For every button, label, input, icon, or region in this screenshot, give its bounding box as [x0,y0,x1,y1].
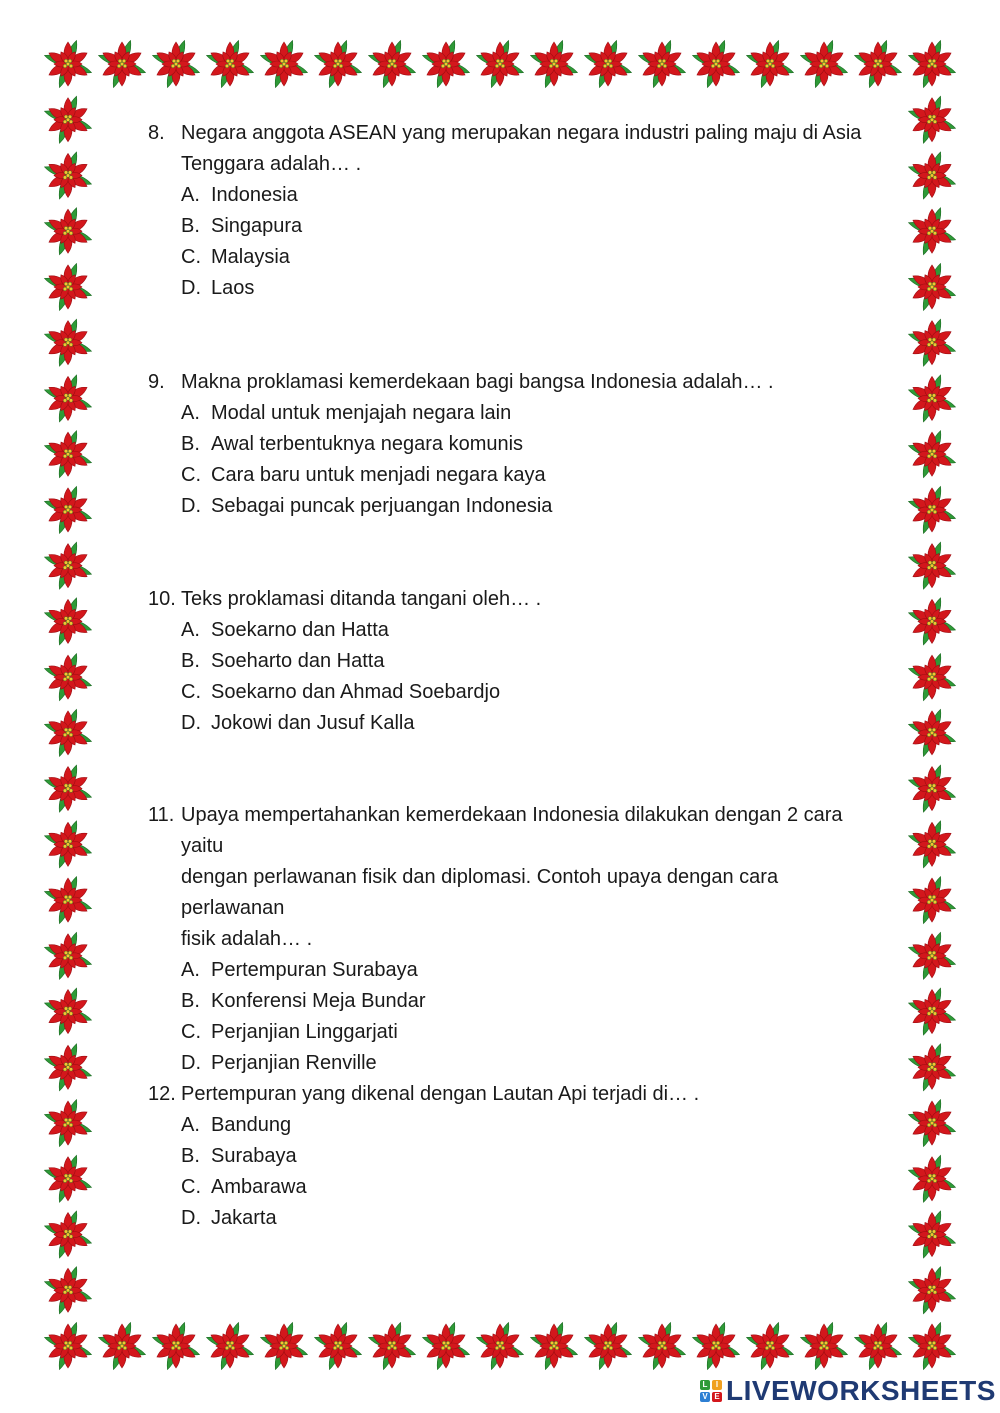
option-letter: B. [181,433,200,455]
answer-option[interactable] [181,677,868,708]
poinsettia-icon [907,39,956,88]
poinsettia-icon [799,1321,848,1370]
question-number [148,149,181,180]
poinsettia-icon [43,95,92,144]
poinsettia-icon [151,39,200,88]
option-text: Indonesia [211,184,298,206]
question-11 [148,800,868,1079]
poinsettia-icon [43,1321,92,1370]
poinsettia-icon [853,1321,902,1370]
poinsettia-icon [205,1321,254,1370]
answer-option[interactable] [181,460,868,491]
poinsettia-icon [583,39,632,88]
answer-option[interactable] [181,708,868,739]
poinsettia-icon [907,1321,956,1370]
poinsettia-icon [907,1043,956,1092]
poinsettia-icon [43,708,92,757]
question-text: Makna proklamasi kemerdekaan bagi bangsa Indonesia adalah… . [181,371,774,393]
question-text: Pertempuran yang dikenal dengan Lautan Api terjadi di… . [181,1083,700,1105]
poinsettia-icon [907,597,956,646]
poinsettia-icon [43,541,92,590]
poinsettia-icon [475,1321,524,1370]
poinsettia-icon [43,1210,92,1259]
poinsettia-icon [907,875,956,924]
answer-option[interactable] [181,1017,868,1048]
poinsettia-icon [313,1321,362,1370]
poinsettia-icon [907,987,956,1036]
poinsettia-icon [907,429,956,478]
option-letter: D. [181,1207,201,1229]
poinsettia-icon [583,1321,632,1370]
question-number: 11. [148,804,175,826]
poinsettia-icon [43,485,92,534]
question-number: 8. [148,122,165,144]
poinsettia-icon [43,429,92,478]
question-number: 10. [148,588,176,610]
question-stem-line [148,800,868,862]
option-letter: C. [181,1176,201,1198]
poinsettia-icon [43,652,92,701]
answer-option[interactable] [181,1203,868,1234]
poinsettia-icon [637,1321,686,1370]
option-letter: D. [181,277,201,299]
poinsettia-icon [43,597,92,646]
option-letter: A. [181,184,200,206]
poinsettia-icon [43,820,92,869]
poinsettia-icon [691,39,740,88]
option-text: Sebagai puncak perjuangan Indonesia [211,495,553,517]
option-letter: B. [181,990,200,1012]
logo-text: LIVEWORKSHEETS [726,1375,996,1406]
question-stem-line [148,584,868,615]
poinsettia-icon [43,151,92,200]
poinsettia-icon [43,1154,92,1203]
poinsettia-icon [907,708,956,757]
poinsettia-icon [421,39,470,88]
question-stem-line [148,367,868,398]
question-stem-line [148,924,868,955]
poinsettia-icon [43,1043,92,1092]
question-number: 12. [148,1083,176,1105]
answer-option[interactable] [181,180,868,211]
answer-option[interactable] [181,242,868,273]
question-8 [148,118,868,304]
option-text: Singapura [211,215,303,237]
poinsettia-icon [907,485,956,534]
option-text: Jakarta [211,1207,277,1229]
poinsettia-icon [43,374,92,423]
option-letter: B. [181,1145,200,1167]
poinsettia-icon [475,39,524,88]
answer-option[interactable] [181,1172,868,1203]
poinsettia-icon [43,207,92,256]
answer-options [148,955,868,1079]
poinsettia-icon [97,1321,146,1370]
question-text: Tenggara adalah… . [181,153,362,175]
poinsettia-icon [421,1321,470,1370]
poinsettia-icon [907,652,956,701]
poinsettia-icon [907,1098,956,1147]
poinsettia-icon [637,39,686,88]
option-text: Ambarawa [211,1176,307,1198]
poinsettia-icon [259,39,308,88]
poinsettia-icon [151,1321,200,1370]
question-12 [148,1079,868,1234]
option-text: Soekarno dan Hatta [211,619,389,641]
logo-badge-icon: L I V E [700,1380,722,1402]
option-letter: D. [181,712,201,734]
poinsettia-icon [529,39,578,88]
poinsettia-icon [313,39,362,88]
poinsettia-icon [97,39,146,88]
poinsettia-icon [259,1321,308,1370]
poinsettia-icon [529,1321,578,1370]
poinsettia-icon [907,95,956,144]
option-text: Malaysia [211,246,290,268]
question-stem-line [148,118,868,149]
question-text: Negara anggota ASEAN yang merupakan negara industri paling maju di Asia [181,122,862,144]
option-text: Jokowi dan Jusuf Kalla [211,712,415,734]
option-letter: B. [181,215,200,237]
poinsettia-icon [367,1321,416,1370]
option-letter: B. [181,650,200,672]
answer-options [148,1110,868,1234]
poinsettia-icon [43,987,92,1036]
poinsettia-icon [907,541,956,590]
answer-option[interactable] [181,1110,868,1141]
option-text: Surabaya [211,1145,297,1167]
option-text: Modal untuk menjajah negara lain [211,402,512,424]
liveworksheets-logo [700,1374,996,1408]
option-text: Awal terbentuknya negara komunis [211,433,524,455]
poinsettia-icon [43,764,92,813]
poinsettia-icon [43,262,92,311]
option-letter: A. [181,402,200,424]
option-letter: A. [181,1114,200,1136]
option-text: Soeharto dan Hatta [211,650,385,672]
option-text: Perjanjian Renville [211,1052,377,1074]
poinsettia-icon [907,764,956,813]
question-stem-line [148,862,868,924]
poinsettia-icon [907,151,956,200]
answer-option[interactable] [181,491,868,522]
option-text: Bandung [211,1114,292,1136]
option-letter: D. [181,495,201,517]
answer-option[interactable] [181,429,868,460]
poinsettia-icon [907,207,956,256]
answer-options [148,398,868,522]
poinsettia-icon [367,39,416,88]
question-text: Teks proklamasi ditanda tangani oleh… . [181,588,542,610]
answer-option[interactable] [181,646,868,677]
poinsettia-icon [907,374,956,423]
question-text: Upaya mempertahankan kemerdekaan Indonesia dilakukan dengan 2 cara yaitu [181,804,843,857]
option-letter: C. [181,1021,201,1043]
poinsettia-icon [43,318,92,367]
poinsettia-icon [799,39,848,88]
poinsettia-icon [907,1266,956,1315]
question-stem-line [148,1079,868,1110]
answer-option[interactable] [181,615,868,646]
option-letter: C. [181,681,201,703]
question-text: dengan perlawanan fisik dan diplomasi. Contoh upaya dengan cara perlawanan [181,866,779,919]
answer-option[interactable] [181,1048,868,1079]
answer-option[interactable] [181,211,868,242]
poinsettia-icon [745,1321,794,1370]
poinsettia-icon [745,39,794,88]
question-10 [148,584,868,739]
poinsettia-icon [43,1266,92,1315]
question-stem-line [148,149,868,180]
option-letter: D. [181,1052,201,1074]
poinsettia-icon [43,39,92,88]
question-number [148,924,181,955]
poinsettia-icon [907,1210,956,1259]
option-text: Perjanjian Linggarjati [211,1021,398,1043]
poinsettia-icon [907,820,956,869]
answer-option[interactable] [181,398,868,429]
poinsettia-icon [43,1098,92,1147]
poinsettia-icon [907,262,956,311]
answer-option[interactable] [181,986,868,1017]
poinsettia-icon [691,1321,740,1370]
poinsettia-icon [907,931,956,980]
answer-option[interactable] [181,1141,868,1172]
answer-options [148,180,868,304]
poinsettia-icon [853,39,902,88]
option-text: Soekarno dan Ahmad Soebardjo [211,681,501,703]
question-text: fisik adalah… . [181,928,313,950]
poinsettia-icon [43,931,92,980]
question-number [148,862,181,924]
option-letter: A. [181,619,200,641]
poinsettia-icon [43,875,92,924]
answer-option[interactable] [181,955,868,986]
poinsettia-icon [907,318,956,367]
option-text: Pertempuran Surabaya [211,959,418,981]
option-text: Cara baru untuk menjadi negara kaya [211,464,546,486]
option-letter: A. [181,959,200,981]
answer-options [148,615,868,739]
option-text: Laos [211,277,255,299]
question-9 [148,367,868,522]
option-text: Konferensi Meja Bundar [211,990,426,1012]
option-letter: C. [181,246,201,268]
poinsettia-icon [205,39,254,88]
option-letter: C. [181,464,201,486]
question-number: 9. [148,371,165,393]
poinsettia-icon [907,1154,956,1203]
answer-option[interactable] [181,273,868,304]
